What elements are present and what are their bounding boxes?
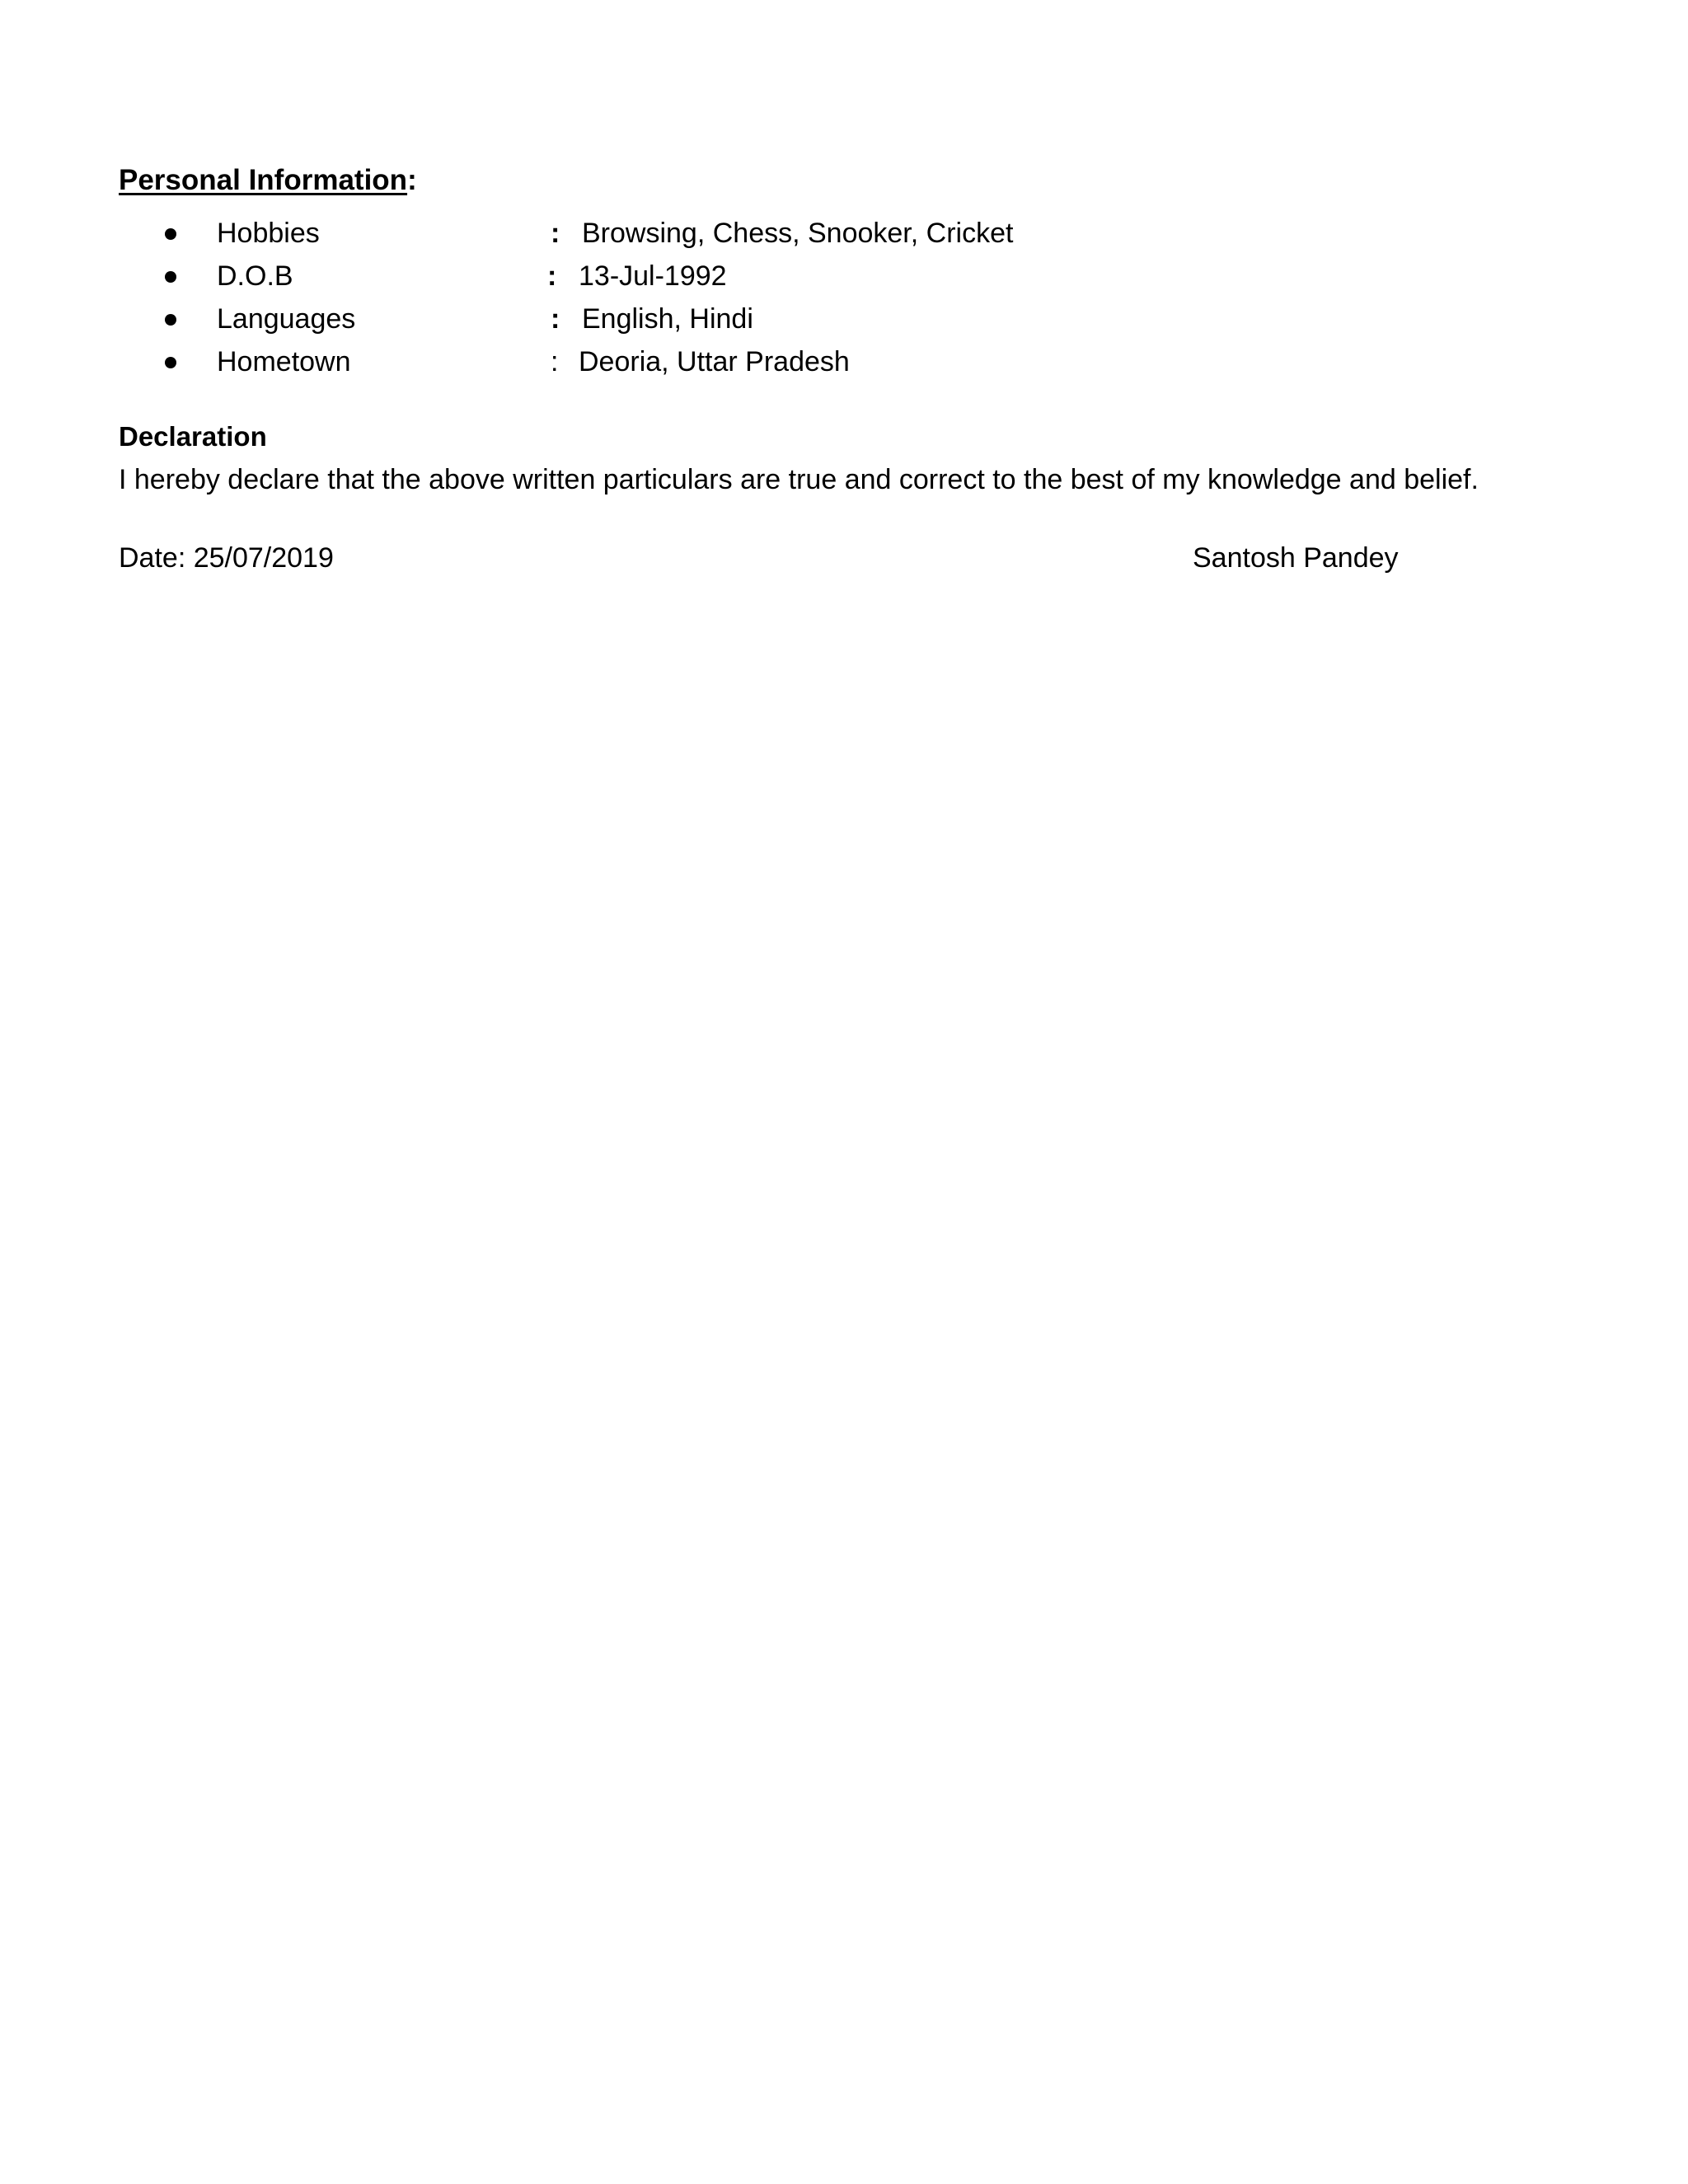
- date-line: Date: 25/07/2019: [119, 542, 334, 574]
- bullet-icon: [165, 314, 176, 326]
- bullet-icon: [165, 271, 176, 283]
- list-item-hometown: [0, 340, 1688, 383]
- signature-name: Santosh Pandey: [1193, 542, 1399, 574]
- list-item-hobbies: [0, 212, 1688, 255]
- bullet-icon: [165, 228, 176, 240]
- languages-label: Languages: [217, 303, 356, 335]
- dob-separator: :: [547, 260, 557, 292]
- hometown-label: Hometown: [217, 346, 351, 377]
- languages-separator: :: [551, 303, 560, 335]
- list-item-dob: [0, 255, 1688, 298]
- dob-value: 13-Jul-1992: [579, 260, 727, 292]
- dob-label: D.O.B: [217, 260, 293, 292]
- personal-information-heading: [119, 163, 417, 198]
- hometown-separator: :: [551, 346, 559, 377]
- declaration-statement: I hereby declare that the above written particulars are true and correct to the best of my knowledge and belief.: [119, 464, 1479, 495]
- bullet-icon: [165, 357, 176, 368]
- languages-value: English, Hindi: [582, 303, 753, 335]
- hobbies-separator: :: [551, 218, 560, 249]
- list-item-languages: [0, 298, 1688, 340]
- personal-information-list: [0, 212, 1688, 383]
- declaration-heading: Declaration: [119, 421, 267, 452]
- hobbies-label: Hobbies: [217, 218, 320, 249]
- personal-information-title: Personal Information: [119, 164, 408, 196]
- personal-information-heading-colon: :: [407, 164, 417, 196]
- hometown-value: Deoria, Uttar Pradesh: [579, 346, 850, 377]
- hobbies-value: Browsing, Chess, Snooker, Cricket: [582, 218, 1014, 249]
